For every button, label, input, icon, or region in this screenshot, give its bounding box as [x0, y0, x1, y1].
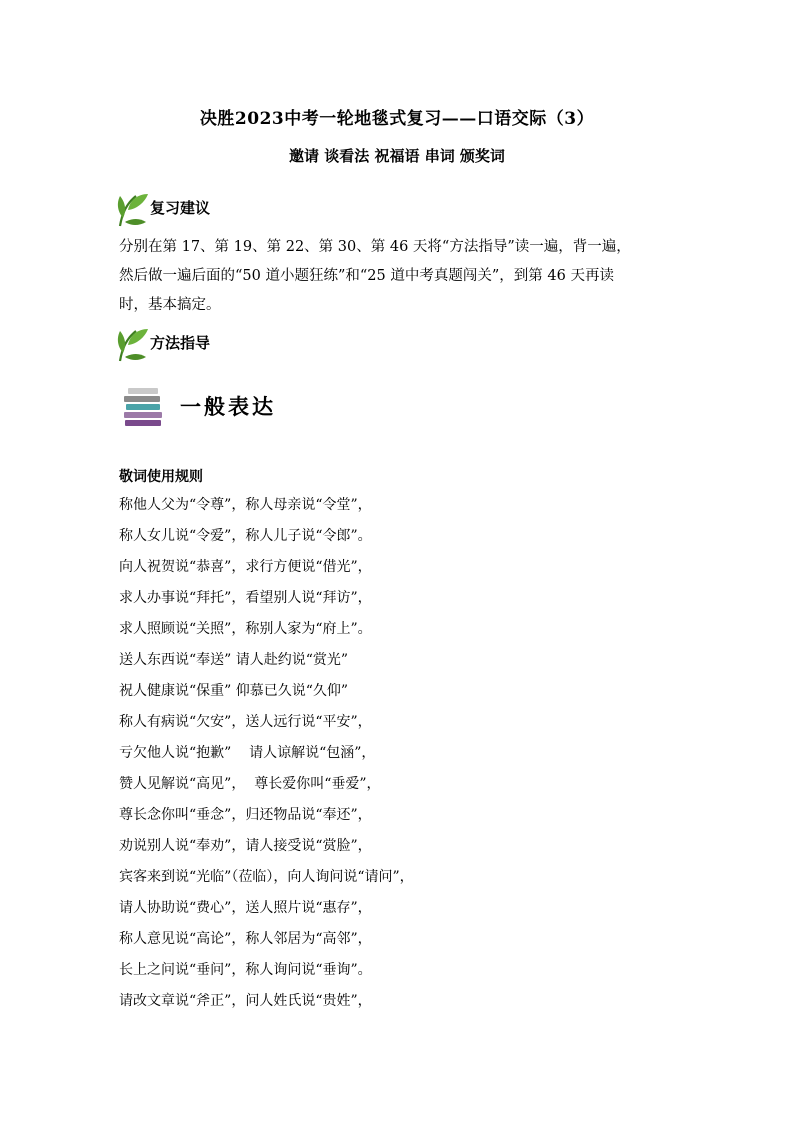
- section-method-heading: [114, 323, 414, 363]
- section-method-label: 方法指导: [150, 334, 211, 352]
- review-line: 分别在第 17、第 19、第 22、第 30、第 46 天将“方法指导”读一遍，背一遍，: [119, 239, 631, 255]
- rule-line: 长上之问说“垂问”，称人询问说“垂询”。: [119, 962, 372, 978]
- rule-line: 送人东西说“奉送” 请人赴约说“赏光”: [119, 652, 349, 668]
- rule-line: 请改文章说“斧正”，问人姓氏说“贵姓”，: [119, 993, 372, 1009]
- rule-line: 求人照顾说“关照”，称别人家为“府上”。: [119, 621, 372, 637]
- banner-text: 一般表达: [180, 395, 276, 419]
- document-subtitle: 邀请 谈看法 祝福语 串词 颁奖词: [289, 147, 505, 165]
- review-line: 时，基本搞定。: [119, 297, 221, 313]
- rules-list: [119, 491, 719, 1018]
- rule-line: 称人意见说“高论”，称人邻居为“高邻”，: [119, 931, 372, 947]
- rule-line: 宾客来到说“光临”（莅临），向人询问说“请问”，: [119, 869, 414, 885]
- rule-line: 尊长念你叫“垂念”，归还物品说“奉还”，: [119, 807, 372, 823]
- rule-line: 称人有病说“欠安”，送人远行说“平安”，: [119, 714, 372, 730]
- rule-line: 向人祝贺说“恭喜”，求行方便说“借光”，: [119, 559, 372, 575]
- rule-line: 赞人见解说“高见”， 尊长爱你叫“垂爱”，: [119, 776, 381, 792]
- rule-line: 劝说别人说“奉劝”，请人接受说“赏脸”，: [119, 838, 372, 854]
- rule-line: 请人协助说“费心”，送人照片说“惠存”，: [119, 900, 372, 916]
- rule-line: 祝人健康说“保重” 仰慕已久说“久仰”: [119, 683, 349, 699]
- general-expression-banner: [122, 385, 382, 427]
- section-review-label: 复习建议: [150, 199, 211, 217]
- rule-line: 称人女儿说“令爱”，称人儿子说“令郎”。: [119, 528, 372, 544]
- book-stack-icon: [122, 385, 166, 427]
- document-title: 决胜2023中考一轮地毯式复习——口语交际（3）: [199, 109, 595, 129]
- rule-line: 称他人父为“令尊”，称人母亲说“令堂”，: [119, 497, 372, 513]
- review-paragraph: [119, 233, 689, 320]
- review-line: 然后做一遍后面的“50 道小题狂练”和“25 道中考真题闯关”，到第 46 天再读: [119, 268, 614, 284]
- leaf-logo-icon: [114, 323, 150, 363]
- section-review-heading: [114, 188, 414, 228]
- rules-title: 敬词使用规则: [119, 469, 203, 485]
- rule-line: 求人办事说“拜托”，看望别人说“拜访”，: [119, 590, 372, 606]
- rule-line: 亏欠他人说“抱歉” 请人谅解说“包涵”，: [119, 745, 376, 761]
- leaf-logo-icon: [114, 188, 150, 228]
